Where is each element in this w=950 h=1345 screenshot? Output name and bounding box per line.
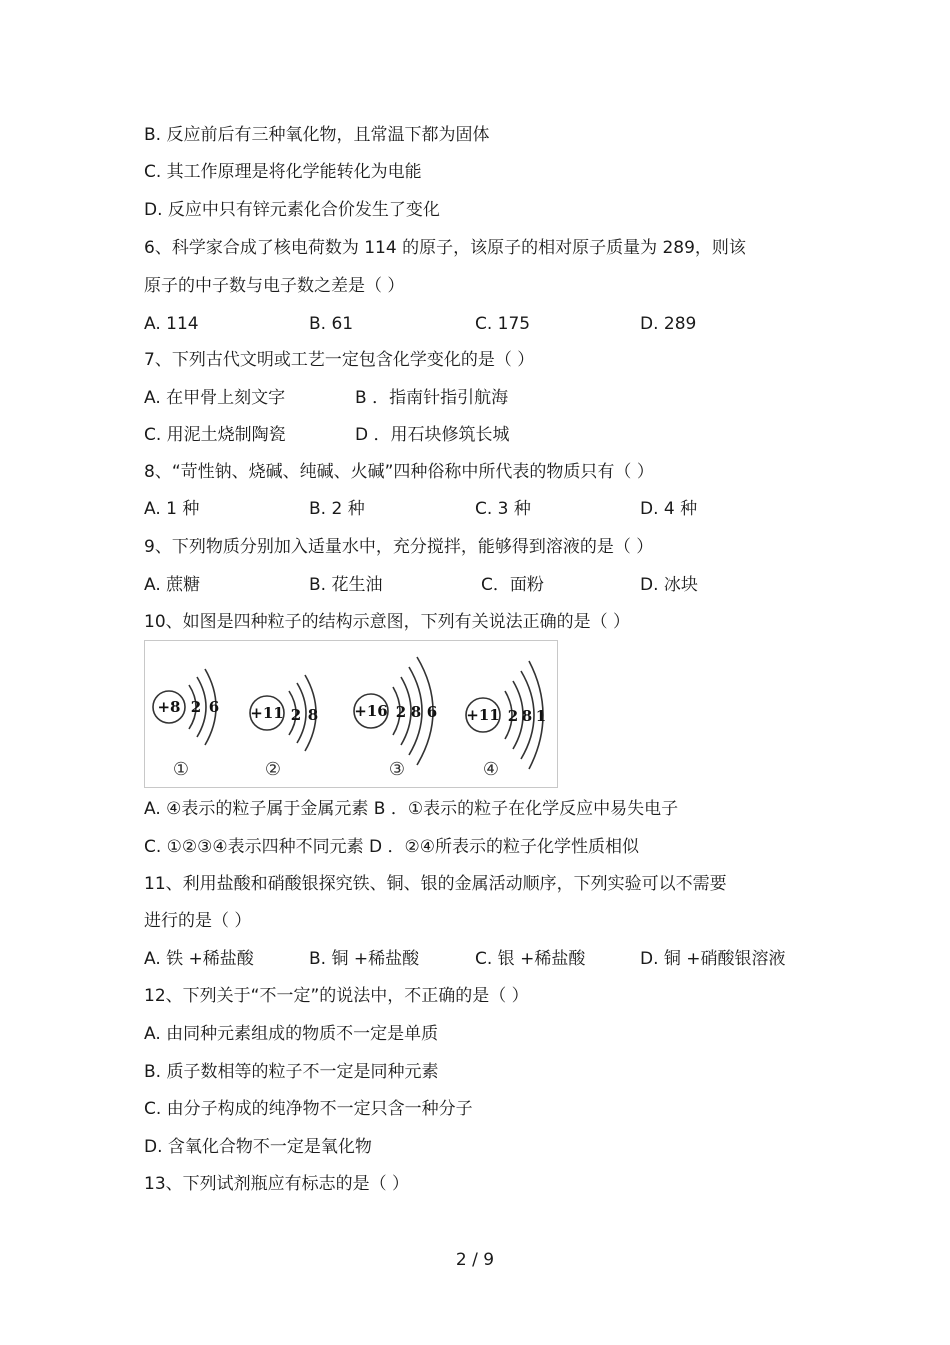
q12-option-c: C. 由分子构成的纯净物不一定只含一种分子: [144, 1099, 473, 1119]
q7-option-c: C. 用泥土烧制陶瓷: [144, 425, 286, 445]
q6-option-d: D. 289: [640, 314, 697, 334]
atom-3-shell-count-3: 6: [426, 703, 438, 721]
q6-stem-line1: 6、科学家合成了核电荷数为 114 的原子，该原子的相对原子质量为 289，则该: [144, 238, 746, 258]
atom-3-shell-count-2: 8: [410, 703, 422, 721]
atom-1-shell-count-2: 6: [208, 698, 220, 716]
q7-option-a: A. 在甲骨上刻文字: [144, 388, 286, 408]
q10-stem: 10、如图是四种粒子的结构示意图，下列有关说法正确的是（ ）: [144, 612, 631, 632]
q7-option-d: D ．用石块修筑长城: [355, 425, 510, 445]
q12-option-a: A. 由同种元素组成的物质不一定是单质: [144, 1024, 439, 1044]
q9-option-a: A. 蔗糖: [144, 575, 201, 595]
atom-4-shell-count-2: 8: [521, 707, 533, 725]
q9-option-c: C．面粉: [481, 575, 544, 595]
q8-option-b: B. 2 种: [309, 499, 365, 519]
q6-option-c: C. 175: [475, 314, 531, 334]
q11-option-d: D. 铜 +硝酸银溶液: [640, 949, 786, 969]
q9-option-d: D. 冰块: [640, 575, 698, 595]
q8-option-c: C. 3 种: [475, 499, 531, 519]
atom-4-shell-count-1: 2: [507, 707, 519, 725]
q5-option-c: C. 其工作原理是将化学能转化为电能: [144, 162, 422, 182]
q7-option-b: B ．指南针指引航海: [355, 388, 509, 408]
q11-option-a: A. 铁 +稀盐酸: [144, 949, 254, 969]
q6-option-a: A. 114: [144, 314, 199, 334]
q7-stem: 7、下列古代文明或工艺一定包含化学变化的是（ ）: [144, 350, 535, 370]
q5-option-d: D. 反应中只有锌元素化合价发生了变化: [144, 200, 440, 220]
q10-options-ab: A. ④表示的粒子属于金属元素 B ．①表示的粒子在化学反应中易失电子: [144, 799, 679, 819]
q10-options-cd: C. ①②③④表示四种不同元素 D ．②④所表示的粒子化学性质相似: [144, 837, 640, 857]
q6-stem-line2: 原子的中子数与电子数之差是（ ）: [144, 276, 405, 296]
atom-2-nucleus-charge: +11: [250, 704, 284, 722]
q13-stem: 13、下列试剂瓶应有标志的是（ ）: [144, 1174, 410, 1194]
q11-option-c: C. 银 +稀盐酸: [475, 949, 586, 969]
atom-4-nucleus-charge: +11: [466, 706, 500, 724]
q12-option-d: D. 含氧化合物不一定是氧化物: [144, 1137, 372, 1157]
q12-option-b: B. 质子数相等的粒子不一定是同种元素: [144, 1062, 439, 1082]
q5-option-b: B. 反应前后有三种氧化物，且常温下都为固体: [144, 125, 490, 145]
q11-stem-line1: 11、利用盐酸和硝酸银探究铁、铜、银的金属活动顺序，下列实验可以不需要: [144, 874, 727, 894]
q8-stem: 8、“苛性钠、烧碱、纯碱、火碱”四种俗称中所代表的物质只有（ ）: [144, 462, 654, 482]
q8-option-a: A. 1 种: [144, 499, 200, 519]
atom-3-label: ③: [388, 759, 406, 780]
q9-stem: 9、下列物质分别加入适量水中，充分搅拌，能够得到溶液的是（ ）: [144, 537, 654, 557]
atom-4-label: ④: [482, 759, 500, 780]
atom-1-nucleus-charge: +8: [157, 698, 181, 716]
page-number: 2 / 9: [455, 1250, 495, 1270]
atom-2-shell-count-2: 8: [307, 706, 319, 724]
atom-structure-diagram: [145, 641, 559, 789]
q11-option-b: B. 铜 +稀盐酸: [309, 949, 420, 969]
atom-1-label: ①: [172, 759, 190, 780]
atom-3-nucleus-charge: +16: [354, 702, 388, 720]
q11-stem-line2: 进行的是（ ）: [144, 911, 252, 931]
atom-1-shell-count-1: 2: [190, 698, 202, 716]
atom-3-shell-count-1: 2: [395, 703, 407, 721]
q9-option-b: B. 花生油: [309, 575, 383, 595]
q6-option-b: B. 61: [309, 314, 354, 334]
atom-structure-figure: [144, 640, 558, 788]
atom-2-shell-count-1: 2: [290, 706, 302, 724]
q12-stem: 12、下列关于“不一定”的说法中，不正确的是（ ）: [144, 986, 529, 1006]
atom-2-label: ②: [264, 759, 282, 780]
atom-4-shell-count-3: 1: [535, 707, 547, 725]
q8-option-d: D. 4 种: [640, 499, 698, 519]
